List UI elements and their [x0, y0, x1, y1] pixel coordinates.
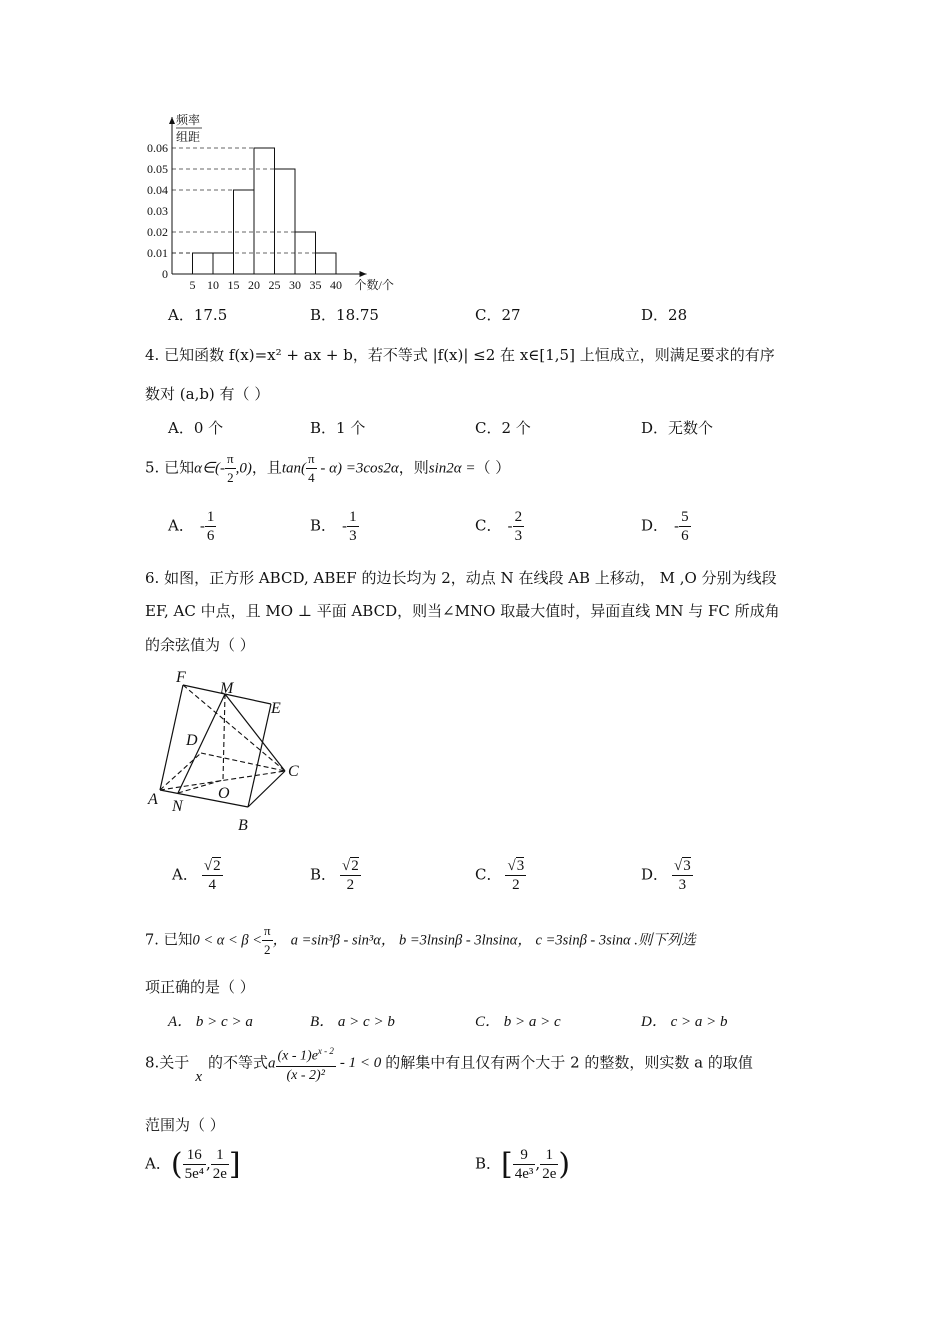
- label-d: D: [186, 732, 198, 749]
- q7-option-c[interactable]: C． b > a > c: [475, 1014, 561, 1030]
- y-tick-label: 0.04: [147, 183, 168, 197]
- label-c: C: [288, 763, 299, 780]
- q6-stem-line2: EF, AC 中点，且 MO ⊥ 平面 ABCD，则当∠MNO 取最大值时，异面直线 MN 与 FC 所成角: [145, 602, 780, 620]
- q7-option-a[interactable]: A． b > c > a: [168, 1014, 253, 1030]
- edge-bc: [248, 771, 285, 807]
- y-tick-label: 0.02: [147, 225, 168, 239]
- label-e: E: [271, 700, 281, 717]
- q8-option-a[interactable]: A．( $\frac{16}{\text{5e⁴}}$ , $\frac{1}{2e}$ ]: [145, 1147, 241, 1182]
- histogram-bar: [193, 253, 214, 274]
- x-tick-label: 15: [227, 278, 240, 292]
- q6-option-a[interactable]: A． $\frac{√2}{4}$: [172, 858, 221, 893]
- y-axis-label-bottom: 组距: [176, 130, 201, 144]
- q7-stem-line1: 7. 已知0 < α < β < $\frac{\pi}{2}$ ， a =sin³β - sin³α， b =3lnsinβ - 3lnsinα， c =3sinβ - 3sinα .则下列选: [145, 923, 696, 957]
- q3-option-c[interactable]: C．27: [475, 306, 521, 324]
- q4-option-b[interactable]: B．1 个: [310, 419, 366, 437]
- label-a: A: [148, 791, 158, 808]
- q4-stem-line1: 4. 已知函数 f(x)=x² + ax + b，若不等式 |f(x)| ≤2 在 x∈[1,5] 上恒成立，则满足要求的有序: [145, 346, 775, 364]
- q5-option-d[interactable]: D． - $\frac{5}{6}$: [641, 509, 689, 544]
- x-tick-label: 35: [309, 278, 322, 292]
- q7-option-d[interactable]: D． c > a > b: [641, 1014, 728, 1030]
- q3-option-d[interactable]: D．28: [641, 306, 688, 324]
- y-axis-label-top: 频率: [176, 113, 201, 127]
- histogram-bar: [254, 148, 275, 274]
- q7-option-b[interactable]: B． a > c > b: [310, 1014, 395, 1030]
- x-axis-arrow: [360, 271, 367, 277]
- label-b: B: [238, 817, 248, 834]
- q8-stem-line2: 范围为（ ）: [145, 1116, 225, 1134]
- edge-af: [160, 685, 183, 790]
- y-tick-label: 0.06: [147, 141, 168, 155]
- q4-option-a[interactable]: A．0 个: [168, 419, 224, 437]
- segment-mo-hidden: [223, 694, 225, 780]
- label-o: O: [218, 785, 230, 802]
- q6-stem-line3: 的余弦值为（ ）: [145, 636, 255, 654]
- q6-stem-line1: 6. 如图，正方形 ABCD, ABEF 的边长均为 2，动点 N 在线段 AB 上移动， M ,O 分别为线段: [145, 569, 777, 587]
- y-axis-arrow: [169, 117, 175, 124]
- q8-option-b[interactable]: B．[ $\frac{9}{\text{4e³}}$ , $\frac{1}{2e}$ ): [475, 1147, 571, 1182]
- x-tick-label: 40: [330, 278, 342, 292]
- q6-option-b[interactable]: B． $\frac{√2}{2}$: [310, 858, 359, 893]
- q7-stem-line2: 项正确的是（ ）: [145, 978, 255, 996]
- x-tick-label: 30: [289, 278, 301, 292]
- q6-option-c[interactable]: C． $\frac{√3}{2}$: [475, 858, 525, 893]
- q8-stem-line1: 8.关于x的不等式a $\frac{(x - 1)e^{x - 2}}{\text{(x - 2)²}}$ - 1 < 0 的解集中有且仅有两个大于 2 的整数，则实数 a 的取值: [145, 1042, 753, 1085]
- x-tick-label: 20: [248, 278, 260, 292]
- q3-option-b[interactable]: B．18.75: [310, 306, 379, 324]
- q4-stem-line2: 数对 (a,b) 有（ ）: [145, 385, 270, 403]
- q5-option-c[interactable]: C． - $\frac{2}{3}$: [475, 509, 523, 544]
- y-tick-label: 0.05: [147, 162, 168, 176]
- x-tick-label: 5: [189, 278, 196, 292]
- x-axis-label: 个数/个: [354, 278, 394, 292]
- histogram-bar: [213, 253, 234, 274]
- y-tick-label: 0: [162, 267, 168, 281]
- x-tick-label: 10: [207, 278, 219, 292]
- label-m: M: [220, 680, 234, 697]
- label-n: N: [172, 798, 183, 815]
- segment-fc-hidden: [183, 685, 285, 771]
- q6-option-d[interactable]: D． $\frac{√3}{3}$: [641, 858, 691, 893]
- q3-option-a[interactable]: A．17.5: [168, 306, 228, 324]
- q5-option-b[interactable]: B． - $\frac{1}{3}$: [310, 509, 357, 544]
- geometry-figure: [140, 668, 315, 838]
- q5-stem: 5. 已知α∈(- $\frac{\pi}{2}$ ,0)，且tan( $\frac{\pi}{4}$ - α) =3cos2α，则sin2α =（ ）: [145, 451, 511, 485]
- q5-option-a[interactable]: A． - $\frac{1}{6}$: [168, 509, 215, 544]
- edge-eb: [248, 704, 271, 807]
- x-tick-label: 25: [268, 278, 281, 292]
- label-f: F: [176, 669, 186, 686]
- histogram-bar: [316, 253, 337, 274]
- histogram-bar: [275, 169, 296, 274]
- q4-option-c[interactable]: C．2 个: [475, 419, 531, 437]
- y-tick-label: 0.03: [147, 204, 168, 218]
- y-tick-label: 0.01: [147, 246, 168, 260]
- q4-option-d[interactable]: D．无数个: [641, 419, 714, 437]
- frequency-histogram: [130, 108, 400, 298]
